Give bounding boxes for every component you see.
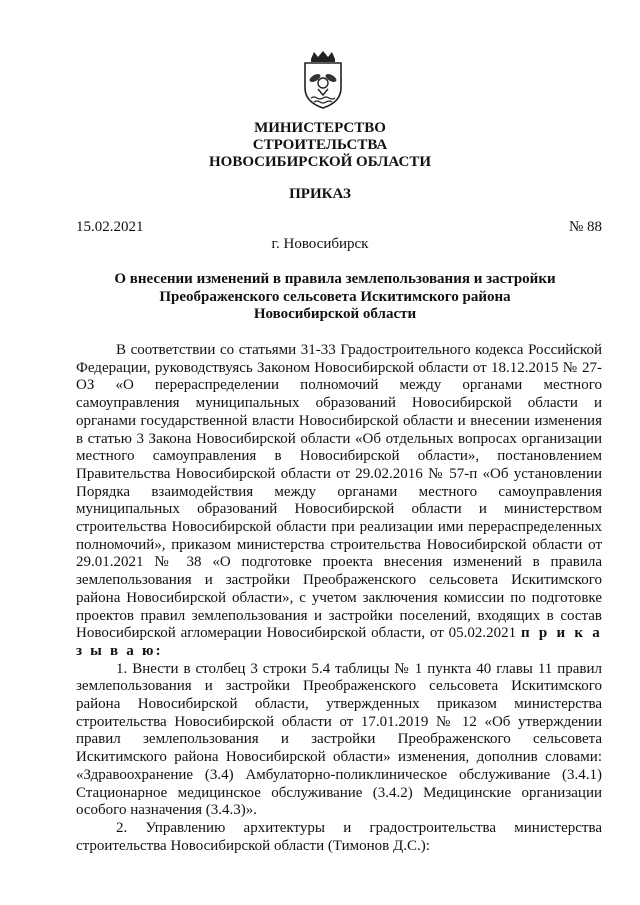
subject-line-3: Новосибирской области <box>253 306 417 322</box>
order-number: № 88 <box>568 219 602 235</box>
novosibirsk-coat-of-arms-icon <box>301 50 345 110</box>
subject-line-2: Преображенского сельсовета Искитимского района <box>159 288 511 305</box>
item-2-paragraph: 2. Управлению архитектуры и градостроительства министерства строительства Новосибирской области (Тимонов Д.С.): <box>76 819 602 854</box>
subject-line-1: О внесении изменений в правила землепользования и застройки <box>114 271 556 287</box>
order-city: г. Новосибирск <box>271 236 369 252</box>
preamble-text: В соответствии со статьями 31-33 Градостроительного кодекса Российской Федерации, руководствуясь Законом Новосибирской области от 18.12.2015 № 27-ОЗ «О перераспределении полномочий между органами местного самоуправления муниципальных образований Новосибирской области и органами государственной власти Новосибирской области и внесении изменения в статью 3 Закона Новосибирской области «Об отдельных вопросах организации местного самоуправления в Новосибирской области», постановлением Правительства Новосибирской области от 29.02.2016 № 57-п «Об установлении Порядка взаимодействия между органами местного самоуправления муниципальных образований Новосибирской области и министерством строительства Новосибирской области при реализации ими перераспределенных полномочий», приказом министерства строительства Новосибирской области от 29.01.2021 № 38 «О подготовке проекта внесения изменений в правила землепользования и застройки Преображенского сельсовета Искитимского района Новосибирской области», с учетом заключения комиссии по подготовке проектов правил землепользования и застройки поселений, входящих в состав Новосибирской агломерации Новосибирской области, от 05.02.2021 <box>76 342 602 642</box>
item-1-paragraph: 1. Внести в столбец 3 строки 5.4 таблицы № 1 пункта 40 главы 11 правил землепользования и застройки Преображенского сельсовета Искитимского района Новосибирской области, утвержденных приказом министерства строительства Новосибирской области от 17.01.2019 № 12 «Об утверждении правил землепользования и застройки Преображенского сельсовета Искитимского района Новосибирской области» изменения, дополнив словами: «Здравоохранение (3.4) Амбулаторно-поликлиническое обслуживание (3.4.1) Стационарное медицинское обслуживание (3.4.2) Медицинские организации особого назначения (3.4.3)». <box>76 660 602 819</box>
preamble-paragraph <box>76 342 602 661</box>
ministry-line-2: СТРОИТЕЛЬСТВА <box>252 137 388 153</box>
order-body <box>76 342 602 855</box>
order-date: 15.02.2021 <box>76 219 144 235</box>
order-title: ПРИКАЗ <box>289 186 351 202</box>
ministry-line-3: НОВОСИБИРСКОЙ ОБЛАСТИ <box>208 154 432 170</box>
ministry-name <box>0 120 640 171</box>
order-directive: п р и к а з ы в а ю: <box>76 625 603 659</box>
ministry-line-1: МИНИСТЕРСТВО <box>254 120 386 136</box>
order-subject <box>60 271 610 324</box>
